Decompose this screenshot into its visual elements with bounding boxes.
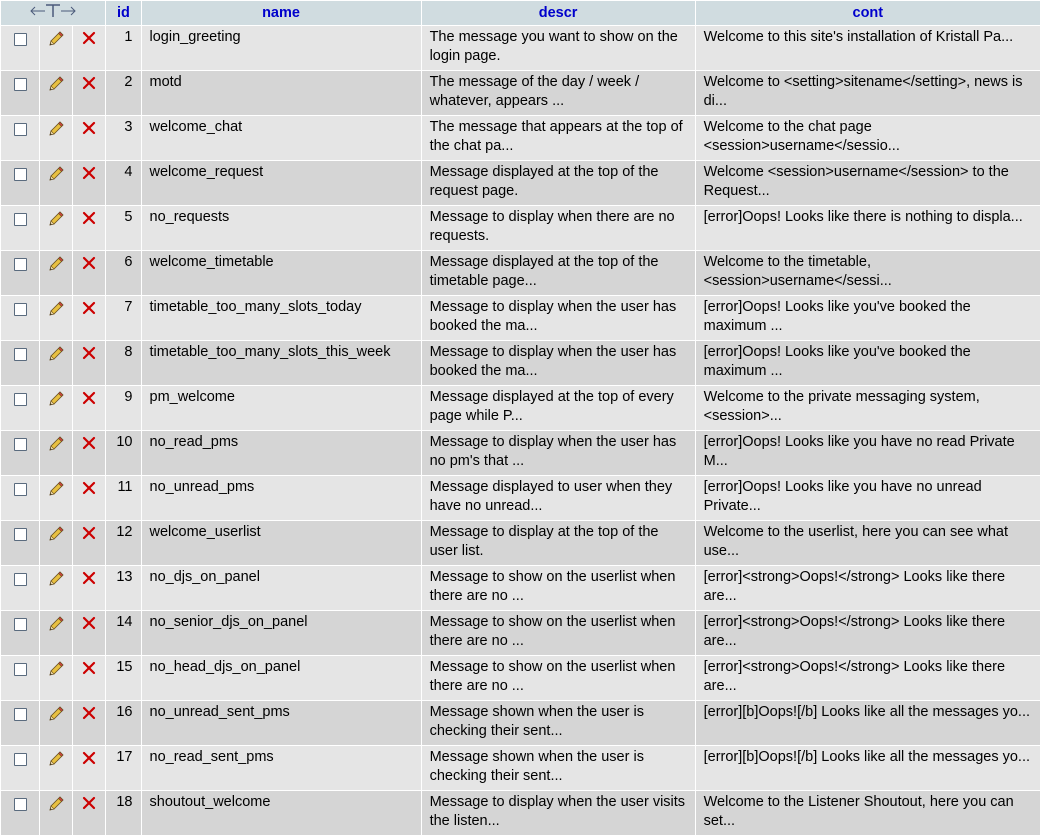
row-checkbox-cell: [1, 161, 39, 205]
row-delete-cell: [73, 386, 105, 430]
row-id: 13: [106, 566, 140, 610]
table-row[interactable]: [1, 431, 1040, 475]
row-checkbox-cell: [1, 566, 39, 610]
row-checkbox-cell: [1, 611, 39, 655]
table-row[interactable]: [1, 116, 1040, 160]
table-row[interactable]: [1, 26, 1040, 70]
row-checkbox[interactable]: [14, 78, 27, 91]
row-edit-cell: [40, 521, 72, 565]
row-id: 11: [106, 476, 140, 520]
table-row[interactable]: [1, 71, 1040, 115]
row-name: no_unread_sent_pms: [142, 701, 421, 745]
row-checkbox-cell: [1, 251, 39, 295]
row-descr: Message displayed at the top of every page while P...: [422, 386, 695, 430]
row-descr: The message that appears at the top of the chat pa...: [422, 116, 695, 160]
row-checkbox[interactable]: [14, 303, 27, 316]
delete-icon[interactable]: [81, 615, 97, 637]
column-header-id-label[interactable]: id: [116, 5, 130, 21]
row-cont: Welcome to the userlist, here you can see what use...: [696, 521, 1040, 565]
row-delete-cell: [73, 476, 105, 520]
row-name: no_requests: [142, 206, 421, 250]
pencil-icon[interactable]: [47, 75, 65, 99]
table-header-row: [1, 1, 1040, 25]
row-delete-cell: [73, 791, 105, 835]
row-cont: [error]Oops! Looks like there is nothing to displa...: [696, 206, 1040, 250]
row-id: 6: [106, 251, 140, 295]
delete-icon[interactable]: [81, 795, 97, 817]
row-checkbox-cell: [1, 431, 39, 475]
column-header-id[interactable]: [106, 1, 140, 25]
row-checkbox-cell: [1, 521, 39, 565]
delete-icon[interactable]: [81, 750, 97, 772]
row-checkbox[interactable]: [14, 708, 27, 721]
row-cont: Welcome to the timetable, <session>username</sessi...: [696, 251, 1040, 295]
row-checkbox[interactable]: [14, 348, 27, 361]
row-delete-cell: [73, 431, 105, 475]
row-descr: The message of the day / week / whatever, appears ...: [422, 71, 695, 115]
row-name: no_senior_djs_on_panel: [142, 611, 421, 655]
row-name: timetable_too_many_slots_this_week: [142, 341, 421, 385]
row-checkbox[interactable]: [14, 438, 27, 451]
delete-icon[interactable]: [81, 570, 97, 592]
table-row[interactable]: [1, 386, 1040, 430]
row-delete-cell: [73, 746, 105, 790]
column-header-name[interactable]: [142, 1, 421, 25]
row-descr: Message shown when the user is checking their sent...: [422, 746, 695, 790]
row-descr: The message you want to show on the login page.: [422, 26, 695, 70]
delete-icon[interactable]: [81, 255, 97, 277]
row-delete-cell: [73, 296, 105, 340]
table-row[interactable]: [1, 746, 1040, 790]
row-name: login_greeting: [142, 26, 421, 70]
pencil-icon[interactable]: [47, 435, 65, 459]
row-checkbox-cell: [1, 296, 39, 340]
row-descr: Message to display when the user has no pm's that ...: [422, 431, 695, 475]
row-id: 15: [106, 656, 140, 700]
row-delete-cell: [73, 701, 105, 745]
pencil-icon[interactable]: [47, 660, 65, 684]
row-descr: Message to show on the userlist when there are no ...: [422, 566, 695, 610]
table-body: [1, 26, 1040, 835]
row-id: 4: [106, 161, 140, 205]
table-row[interactable]: [1, 251, 1040, 295]
row-checkbox[interactable]: [14, 573, 27, 586]
row-edit-cell: [40, 251, 72, 295]
row-cont: Welcome <session>username</session> to the Request...: [696, 161, 1040, 205]
row-checkbox[interactable]: [14, 213, 27, 226]
row-checkbox[interactable]: [14, 798, 27, 811]
pencil-icon[interactable]: [47, 750, 65, 774]
row-id: 17: [106, 746, 140, 790]
row-checkbox-cell: [1, 206, 39, 250]
row-id: 12: [106, 521, 140, 565]
row-delete-cell: [73, 26, 105, 70]
table-row[interactable]: [1, 791, 1040, 835]
row-edit-cell: [40, 26, 72, 70]
delete-icon[interactable]: [81, 75, 97, 97]
row-edit-cell: [40, 476, 72, 520]
row-checkbox[interactable]: [14, 258, 27, 271]
row-edit-cell: [40, 296, 72, 340]
row-id: 2: [106, 71, 140, 115]
row-edit-cell: [40, 431, 72, 475]
row-checkbox[interactable]: [14, 168, 27, 181]
row-cont: [error]<strong>Oops!</strong> Looks like there are...: [696, 611, 1040, 655]
row-delete-cell: [73, 341, 105, 385]
row-cont: Welcome to the chat page <session>username</sessio...: [696, 116, 1040, 160]
row-delete-cell: [73, 521, 105, 565]
row-cont: [error]<strong>Oops!</strong> Looks like there are...: [696, 656, 1040, 700]
row-checkbox-cell: [1, 656, 39, 700]
row-edit-cell: [40, 206, 72, 250]
pencil-icon[interactable]: [47, 210, 65, 234]
row-descr: Message to display when there are no requests.: [422, 206, 695, 250]
pencil-icon[interactable]: [47, 165, 65, 189]
row-edit-cell: [40, 566, 72, 610]
row-edit-cell: [40, 386, 72, 430]
table-row[interactable]: [1, 566, 1040, 610]
row-id: 18: [106, 791, 140, 835]
row-id: 1: [106, 26, 140, 70]
row-name: no_read_sent_pms: [142, 746, 421, 790]
row-descr: Message to display at the top of the user list.: [422, 521, 695, 565]
row-name: no_head_djs_on_panel: [142, 656, 421, 700]
delete-icon[interactable]: [81, 660, 97, 682]
row-cont: Welcome to <setting>sitename</setting>, news is di...: [696, 71, 1040, 115]
row-descr: Message to display when the user visits the listen...: [422, 791, 695, 835]
row-edit-cell: [40, 701, 72, 745]
delete-icon[interactable]: [81, 525, 97, 547]
row-descr: Message to display when the user has booked the ma...: [422, 341, 695, 385]
row-descr: Message to show on the userlist when there are no ...: [422, 656, 695, 700]
row-checkbox-cell: [1, 71, 39, 115]
table-row[interactable]: [1, 161, 1040, 205]
delete-icon[interactable]: [81, 30, 97, 52]
row-checkbox-cell: [1, 701, 39, 745]
column-resize-icon[interactable]: [29, 4, 77, 18]
row-id: 14: [106, 611, 140, 655]
column-resize-header[interactable]: [1, 1, 105, 25]
row-checkbox[interactable]: [14, 123, 27, 136]
row-name: no_djs_on_panel: [142, 566, 421, 610]
row-checkbox-cell: [1, 116, 39, 160]
row-cont: [error][b]Oops![/b] Looks like all the messages yo...: [696, 746, 1040, 790]
row-id: 9: [106, 386, 140, 430]
row-checkbox[interactable]: [14, 483, 27, 496]
delete-icon[interactable]: [81, 390, 97, 412]
table-row[interactable]: [1, 476, 1040, 520]
delete-icon[interactable]: [81, 480, 97, 502]
row-checkbox-cell: [1, 386, 39, 430]
row-delete-cell: [73, 161, 105, 205]
table-row[interactable]: [1, 296, 1040, 340]
row-checkbox-cell: [1, 26, 39, 70]
pencil-icon[interactable]: [47, 120, 65, 144]
row-id: 5: [106, 206, 140, 250]
row-delete-cell: [73, 116, 105, 160]
row-descr: Message to show on the userlist when there are no ...: [422, 611, 695, 655]
pencil-icon[interactable]: [47, 525, 65, 549]
pencil-icon[interactable]: [47, 570, 65, 594]
row-checkbox[interactable]: [14, 753, 27, 766]
row-cont: [error]Oops! Looks like you have no read Private M...: [696, 431, 1040, 475]
row-checkbox[interactable]: [14, 663, 27, 676]
row-delete-cell: [73, 206, 105, 250]
pencil-icon[interactable]: [47, 300, 65, 324]
row-edit-cell: [40, 161, 72, 205]
row-id: 8: [106, 341, 140, 385]
table-row[interactable]: [1, 521, 1040, 565]
row-id: 7: [106, 296, 140, 340]
row-cont: [error]<strong>Oops!</strong> Looks like there are...: [696, 566, 1040, 610]
row-cont: [error][b]Oops![/b] Looks like all the messages yo...: [696, 701, 1040, 745]
row-edit-cell: [40, 656, 72, 700]
row-name: motd: [142, 71, 421, 115]
row-edit-cell: [40, 791, 72, 835]
delete-icon[interactable]: [81, 165, 97, 187]
delete-icon[interactable]: [81, 705, 97, 727]
pencil-icon[interactable]: [47, 390, 65, 414]
row-id: 16: [106, 701, 140, 745]
row-checkbox-cell: [1, 746, 39, 790]
row-cont: Welcome to the Listener Shoutout, here you can set...: [696, 791, 1040, 835]
pencil-icon[interactable]: [47, 615, 65, 639]
row-edit-cell: [40, 71, 72, 115]
row-name: pm_welcome: [142, 386, 421, 430]
column-header-descr[interactable]: [422, 1, 695, 25]
row-name: timetable_too_many_slots_today: [142, 296, 421, 340]
row-edit-cell: [40, 746, 72, 790]
delete-icon[interactable]: [81, 345, 97, 367]
column-header-cont-label[interactable]: cont: [852, 5, 884, 21]
row-name: no_read_pms: [142, 431, 421, 475]
pencil-icon[interactable]: [47, 255, 65, 279]
row-name: no_unread_pms: [142, 476, 421, 520]
row-checkbox[interactable]: [14, 393, 27, 406]
row-descr: Message displayed at the top of the request page.: [422, 161, 695, 205]
column-header-descr-label[interactable]: descr: [538, 5, 578, 21]
delete-icon[interactable]: [81, 210, 97, 232]
row-delete-cell: [73, 566, 105, 610]
row-cont: [error]Oops! Looks like you've booked the maximum ...: [696, 341, 1040, 385]
row-cont: [error]Oops! Looks like you have no unread Private...: [696, 476, 1040, 520]
row-delete-cell: [73, 656, 105, 700]
row-id: 3: [106, 116, 140, 160]
row-delete-cell: [73, 611, 105, 655]
pencil-icon[interactable]: [47, 345, 65, 369]
row-cont: Welcome to the private messaging system, <session>...: [696, 386, 1040, 430]
row-delete-cell: [73, 71, 105, 115]
row-checkbox-cell: [1, 791, 39, 835]
row-checkbox[interactable]: [14, 33, 27, 46]
row-name: welcome_request: [142, 161, 421, 205]
pencil-icon[interactable]: [47, 705, 65, 729]
pencil-icon[interactable]: [47, 480, 65, 504]
table-row[interactable]: [1, 656, 1040, 700]
row-descr: Message to display when the user has booked the ma...: [422, 296, 695, 340]
pencil-icon[interactable]: [47, 30, 65, 54]
row-cont: [error]Oops! Looks like you've booked the maximum ...: [696, 296, 1040, 340]
row-checkbox-cell: [1, 476, 39, 520]
row-name: welcome_timetable: [142, 251, 421, 295]
column-header-name-label[interactable]: name: [262, 5, 300, 21]
row-descr: Message displayed to user when they have no unread...: [422, 476, 695, 520]
row-id: 10: [106, 431, 140, 475]
pencil-icon[interactable]: [47, 795, 65, 819]
row-checkbox[interactable]: [14, 528, 27, 541]
row-name: welcome_userlist: [142, 521, 421, 565]
row-edit-cell: [40, 341, 72, 385]
row-checkbox-cell: [1, 341, 39, 385]
row-cont: Welcome to this site's installation of Kristall Pa...: [696, 26, 1040, 70]
row-checkbox[interactable]: [14, 618, 27, 631]
delete-icon[interactable]: [81, 300, 97, 322]
table-row[interactable]: [1, 206, 1040, 250]
table-row[interactable]: [1, 701, 1040, 745]
table-row[interactable]: [1, 341, 1040, 385]
delete-icon[interactable]: [81, 120, 97, 142]
row-delete-cell: [73, 251, 105, 295]
row-descr: Message displayed at the top of the timetable page...: [422, 251, 695, 295]
row-name: shoutout_welcome: [142, 791, 421, 835]
delete-icon[interactable]: [81, 435, 97, 457]
table-row[interactable]: [1, 611, 1040, 655]
row-edit-cell: [40, 611, 72, 655]
column-header-cont[interactable]: [696, 1, 1040, 25]
row-descr: Message shown when the user is checking their sent...: [422, 701, 695, 745]
row-name: welcome_chat: [142, 116, 421, 160]
row-edit-cell: [40, 116, 72, 160]
